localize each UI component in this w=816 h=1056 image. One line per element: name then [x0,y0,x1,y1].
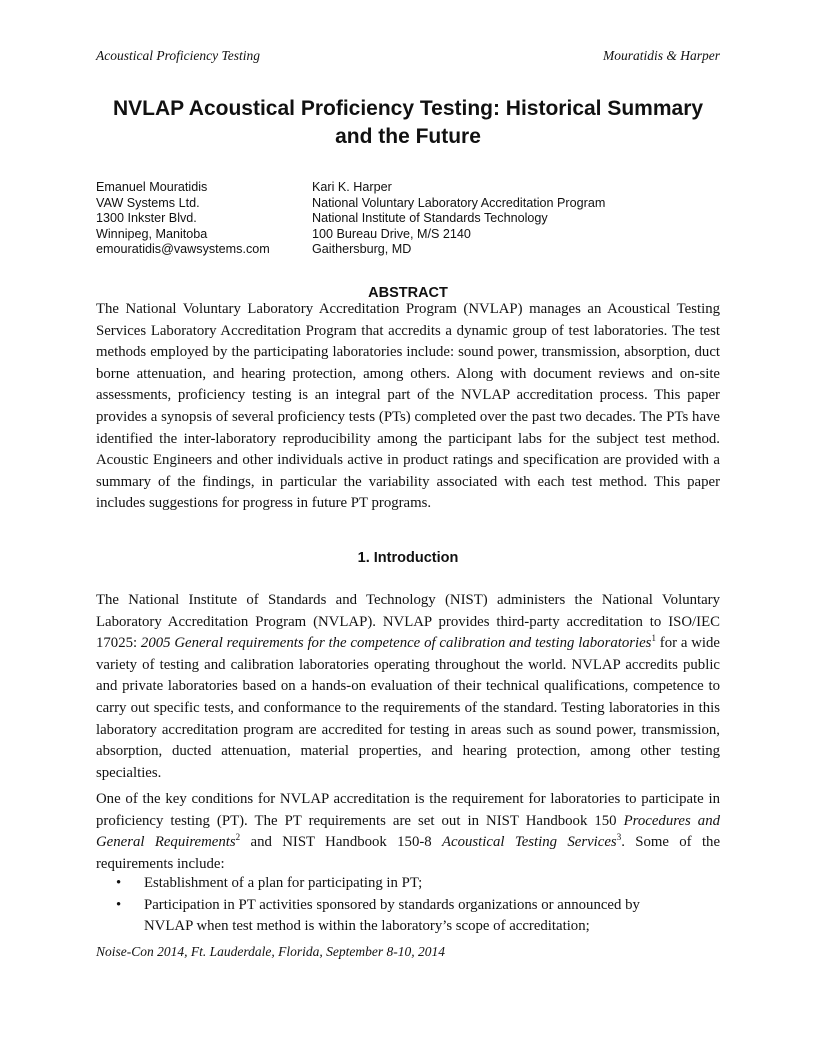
author-1-email: emouratidis@vawsystems.com [96,242,270,256]
author-1-name: Emanuel Mouratidis [96,180,208,194]
bullet-icon: • [116,875,122,891]
intro-p2-handbook-150-title: Procedures and General Requirements [96,812,720,851]
running-footer: Noise-Con 2014, Ft. Lauderdale, Florida, September 8-10, 2014 [96,944,445,959]
intro-p2-ref-2: 2 [235,832,241,843]
author-2-institute: National Institute of Standards Technology [312,211,548,225]
requirements-list [96,873,720,938]
list-item-text: Establishment of a plan for participating in PT; [144,875,423,891]
intro-p1-standard-title: 2005 General requirements for the competence of calibration and testing laboratories [140,635,652,652]
introduction-paragraph-1 [96,590,720,784]
intro-p2-handbook-150-8-title: Acoustical Testing Services [442,834,617,851]
intro-p2-text-c: . Some of the requirements include: [96,834,721,872]
intro-p1-text-a: The National Institute of Standards and Technology (NIST) administers the National Voluntary Laboratory Accreditation Program (NVLAP). NVLAP provides third-party accreditation to ISO/IEC 17025: [96,592,720,652]
list-item [96,895,720,938]
intro-p1-ref-1: 1 [651,633,656,644]
intro-p2-text-a: One of the key conditions for NVLAP accreditation is the requirement for laboratories to participate in proficiency testing (PT). The PT requirements are set out in NIST Handbook 150 [96,791,720,829]
author-2-affiliation: National Voluntary Laboratory Accreditation Program [312,195,606,210]
intro-p1-text-b: for a wide variety of testing and calibration laboratories operating throughout the world. NVLAP accredits public and private laboratories based on a hands-on evaluation of their technical qualifications, competence to carry out specific tests, and conformance to the requirements of the standard. Testing laboratories in this laboratory accreditation program are accredited for testing in areas such as sound power, transmission, absorption, ducted attenuation, material properties, and hearing protection, among other testing specialties. [96,635,720,781]
author-2-name: Kari K. Harper [312,180,392,194]
author-1-city: Winnipeg, Manitoba [96,226,208,241]
author-2-city: Gaithersburg, MD [312,242,412,256]
introduction-paragraph-2 [96,789,720,875]
intro-p2-ref-3: 3 [616,832,622,843]
paper-title: NVLAP Acoustical Proficiency Testing: Historical Summary and the Future [112,97,704,148]
list-item [96,873,720,895]
author-block-1 [96,180,270,258]
running-header-right: Mouratidis & Harper [602,48,720,63]
author-1-street: 1300 Inkster Blvd. [96,211,197,225]
author-1-affiliation: VAW Systems Ltd. [96,195,200,210]
abstract-text: The National Voluntary Laboratory Accreditation Program (NVLAP) manages an Acoustical Testing Services Laboratory Accreditation Program that accredits a dynamic group of test laboratories. The test methods employed by the participating laboratories include: sound power, transmission, absorption, duct borne attenuation, and hearing protection, among others. Along with document reviews and on-site assessments, proficiency testing is an integral part of the NVLAP accreditation process. This paper provides a synopsis of several proficiency tests (PTs) completed over the past two decades. The PTs have identified the inter-laboratory reproducibility among the participant labs for the subject test method. Acoustic Engineers and other individuals active in product ratings and specification are provided with a summary of the findings, in particular the variability associated with each test method. This paper includes suggestions for progress in future PT programs. [96,301,720,512]
bullet-icon: • [116,896,122,913]
running-header-left: Acoustical Proficiency Testing [96,48,260,63]
author-block-2 [312,180,605,258]
author-2-street: 100 Bureau Drive, M/S 2140 [312,226,471,241]
intro-p2-text-b: and NIST Handbook 150-8 [240,834,443,851]
introduction-heading: 1. Introduction [357,550,459,566]
abstract-heading: ABSTRACT [368,285,448,301]
list-item-text: Participation in PT activities sponsored by standards organizations or announced by NVLAP when test method is within the laboratory’s scope of accreditation; [144,896,640,935]
